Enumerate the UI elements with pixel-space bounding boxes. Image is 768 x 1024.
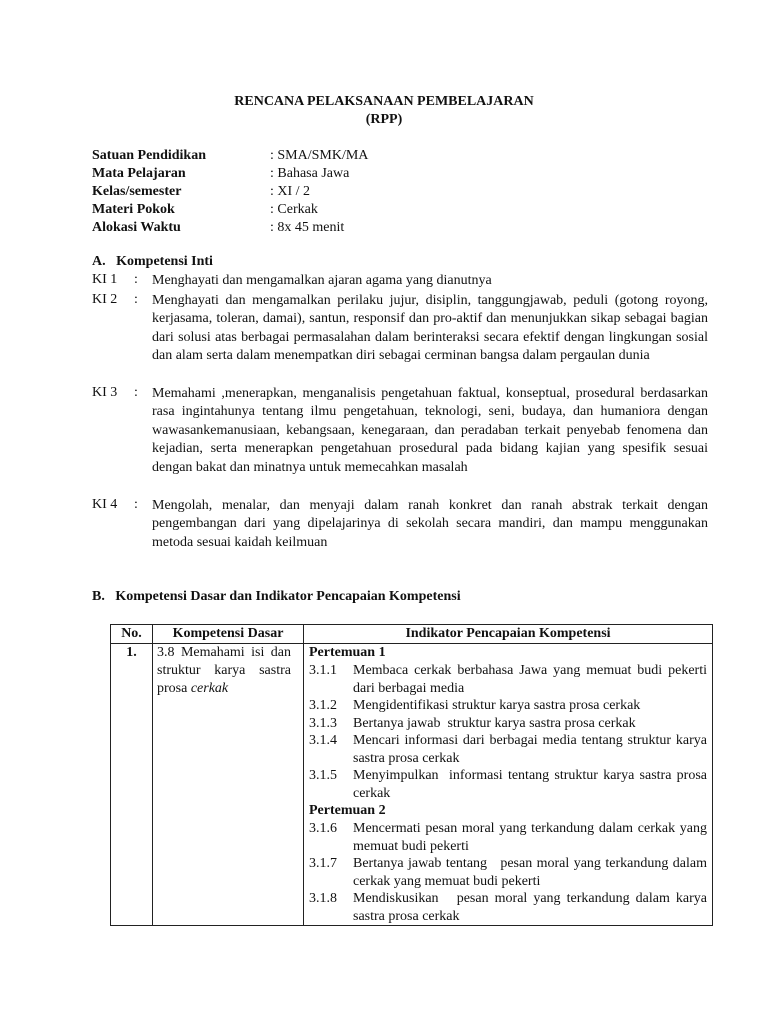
kd-number: 3.8: [157, 645, 175, 660]
list-item: [309, 732, 707, 767]
ki-colon: :: [134, 292, 138, 307]
section-a-heading: A. Kompetensi Inti: [92, 254, 213, 269]
section-b-heading: B. Kompetensi Dasar dan Indikator Pencapaian Kompetensi: [92, 589, 461, 604]
ki-colon: :: [134, 385, 138, 400]
identity-label: Satuan Pendidikan: [92, 148, 206, 163]
indicator-number: 3.1.1: [309, 663, 337, 678]
indicator-text: Mengidentifikasi struktur karya sastra prosa cerkak: [353, 698, 641, 713]
ki-code: KI 2: [92, 292, 118, 307]
indicator-text: Menyimpulkan informasi tentang struktur karya sastra prosa cerkak: [353, 768, 711, 801]
identity-row: [92, 184, 368, 202]
competency-table: [110, 624, 713, 926]
ki-text: Mengolah, menalar, dan menyaji dalam ranah konkret dan ranah abstrak terkait dengan pengembangan dari yang dipelajarinya di sekolah secara mandiri, dan mampu menggunakan metoda sesuai kaidah keilmuan: [152, 498, 708, 550]
meeting-title: Pertemuan 1: [309, 645, 386, 660]
identity-value: : XI / 2: [270, 184, 311, 199]
indicator-number: 3.1.3: [309, 715, 337, 731]
identity-value: : Bahasa Jawa: [270, 166, 350, 181]
indicator-text: Mendiskusikan pesan moral yang terkandung dalam karya sastra prosa cerkak: [353, 891, 711, 924]
identity-row: [92, 220, 368, 238]
kd-prefix: prosa: [157, 681, 191, 696]
identity-value: : 8x 45 menit: [270, 220, 345, 235]
indicator-number: 3.1.8: [309, 891, 337, 906]
document-title: RENCANA PELAKSANAAN PEMBELAJARAN: [234, 94, 534, 109]
table-header-no: No.: [111, 625, 153, 644]
indicator-text: Membaca cerkak berbahasa Jawa yang memuat budi pekerti dari berbagai media: [353, 663, 707, 696]
table-header-row: [111, 625, 713, 644]
identity-value: : SMA/SMK/MA: [270, 148, 369, 163]
indicator-text: Bertanya jawab tentang pesan moral yang terkandung dalam cerkak yang memuat budi pekerti: [353, 856, 711, 889]
kd-italic: cerkak: [190, 681, 229, 696]
indicator-number: 3.1.2: [309, 698, 337, 713]
indicator-text: Mencari informasi dari berbagai media tentang struktur karya sastra prosa cerkak: [353, 733, 707, 766]
indicator-number: 3.1.7: [309, 856, 337, 871]
indicator-text: Bertanya jawab struktur karya sastra prosa cerkak: [353, 715, 636, 731]
ki-text: Menghayati dan mengamalkan ajaran agama yang dianutnya: [152, 273, 492, 288]
identity-value: : Cerkak: [270, 202, 318, 217]
identity-label: Alokasi Waktu: [92, 220, 181, 235]
list-item: [309, 697, 707, 715]
table-header-kd: Kompetensi Dasar: [153, 625, 304, 644]
kd-description: Memahami isi dan struktur karya sastra: [157, 645, 292, 678]
ki-code: KI 3: [92, 385, 118, 400]
kd-text-last: [157, 680, 291, 698]
identity-row: [92, 202, 368, 220]
identity-row: [92, 166, 368, 184]
identity-label: Kelas/semester: [92, 184, 182, 199]
list-item: [309, 662, 707, 697]
identity-block: [92, 148, 368, 238]
table-row: [111, 644, 713, 926]
identity-row: [92, 148, 368, 166]
kd-text: [157, 644, 291, 680]
meeting-title: Pertemuan 2: [309, 803, 386, 818]
ki-text: Memahami ,menerapkan, menganalisis pengetahuan faktual, konseptual, prosedural berdasarkan rasa ingintahunya tentang ilmu pengetahuan, teknologi, seni, budaya, dan humaniora dengan wawasankemanusiaan, kebangsaan, kenegaraan, dan peradaban terkait penyebab fenomena dan kejadian, serta menerapkan pengetahuan prosedural pada bidang kajian yang spesifik sesuai dengan bakat dan minatnya untuk memecahkan masalah: [152, 386, 708, 475]
indicator-number: 3.1.4: [309, 733, 337, 748]
indicator-number: 3.1.6: [309, 821, 337, 836]
indicator-number: 3.1.5: [309, 768, 337, 783]
list-item: [309, 890, 711, 925]
kd-cell: [153, 644, 304, 926]
ki-code: KI 4: [92, 497, 118, 512]
indicator-cell: [304, 644, 713, 926]
indicator-text: Mencermati pesan moral yang terkandung dalam cerkak yang memuat budi pekerti: [353, 821, 707, 854]
row-number: 1.: [111, 644, 153, 926]
identity-label: Materi Pokok: [92, 202, 175, 217]
list-item: [309, 767, 711, 802]
identity-label: Mata Pelajaran: [92, 166, 186, 181]
table-header-ipk: Indikator Pencapaian Kompetensi: [304, 625, 713, 644]
document-subtitle: (RPP): [365, 112, 403, 127]
list-item: [309, 820, 707, 855]
list-item: [309, 855, 711, 890]
ki-code: KI 1: [92, 272, 118, 287]
ki-colon: :: [134, 497, 138, 512]
list-item: [309, 715, 707, 733]
ki-colon: :: [134, 272, 138, 287]
ki-text: Menghayati dan mengamalkan perilaku jujur, disiplin, tanggungjawab, peduli (gotong royong, kerjasama, toleran, damai), santun, responsif dan pro-aktif dan menunjukkan sikap sebagai bagian dari solusi atas berbagai permasalahan dalam berinteraksi secara efektif dengan lingkungan sosial dan alam serta dalam menempatkan diri sebagai cerminan bangsa dalam pergaulan dunia: [152, 293, 708, 364]
